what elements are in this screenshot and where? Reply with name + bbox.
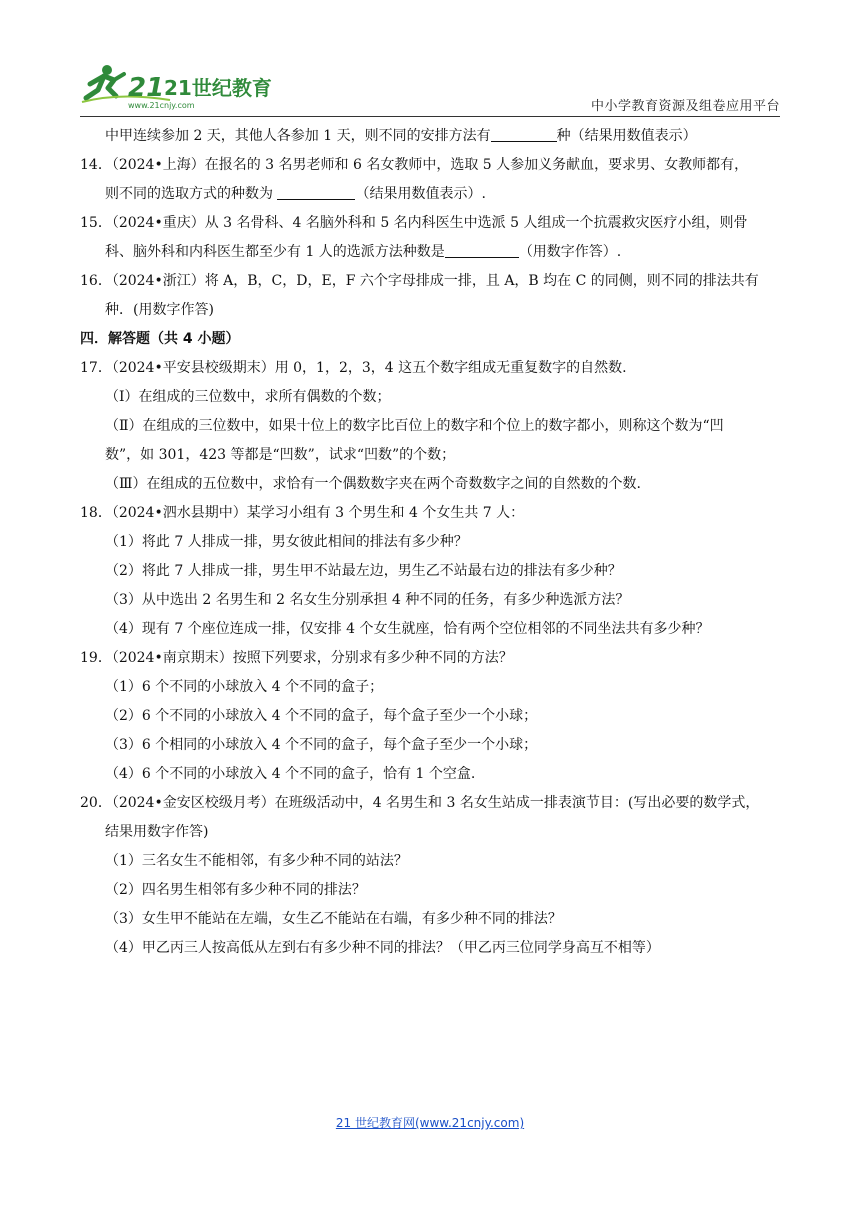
q18-part-1: （1）将此 7 人排成一排，男女彼此相间的排法有多少种？: [105, 534, 468, 550]
answer-blank: [277, 185, 355, 200]
q13-continuation: 中甲连续参加 2 天，其他人各参加 1 天，则不同的安排方法有 种（结果用数值表示）: [105, 128, 697, 144]
page-header: [80, 62, 780, 120]
q15-line-1: 15．（2024•重庆）从 3 名骨科、4 名脑外科和 5 名内科医生中选派 5 人组成一个抗震救灾医疗小组，则骨: [80, 215, 748, 231]
site-logo[interactable]: [80, 62, 280, 112]
section-title: 四．解答题（共 4 小题）: [80, 331, 240, 347]
q17-part-1: （Ⅰ）在组成的三位数中，求所有偶数的个数；: [105, 389, 391, 405]
q18-part-2: （2）将此 7 人排成一排，男生甲不站最左边，男生乙不站最右边的排法有多少种？: [105, 563, 622, 579]
q20-part-1: （1）三名女生不能相邻，有多少种不同的站法？: [105, 853, 408, 869]
q17-stem: 17．（2024•平安县校级期末）用 0，1，2，3，4 这五个数字组成无重复数字的自然数.: [80, 360, 627, 376]
q16-line-2: 种．(用数字作答): [105, 302, 214, 318]
q19-stem: 19．（2024•南京期末）按照下列要求，分别求有多少种不同的方法？: [80, 650, 513, 666]
answer-blank: [445, 243, 519, 258]
q17-part-2-cont: 数”，如 301，423 等都是“凹数”，试求“凹数”的个数；: [105, 447, 456, 463]
q20-part-4: （4）甲乙丙三人按高低从左到右有多少种不同的排法？（甲乙丙三位同学身高互不相等）: [105, 940, 660, 956]
platform-name: 中小学教育资源及组卷应用平台: [590, 99, 780, 114]
q20-stem-cont: 结果用数字作答): [105, 824, 209, 840]
document-body: [80, 122, 790, 963]
header-divider: [80, 116, 780, 117]
q15-line-2: 科、脑外科和内科医生都至少有 1 人的选派方法种数是 （用数字作答）.: [105, 244, 622, 260]
q14-line-1: 14．（2024•上海）在报名的 3 名男老师和 6 名女教师中，选取 5 人参加义务献血，要求男、女教师都有，: [80, 157, 749, 173]
q19-part-3: （3）6 个相同的小球放入 4 个不同的盒子，每个盒子至少一个小球；: [105, 737, 538, 753]
q16-line-1: 16．（2024•浙江）将 A，B，C，D，E，F 六个字母排成一排，且 A，B 均在 C 的同侧，则不同的排法共有: [80, 273, 759, 289]
runner-logo-icon: [80, 62, 280, 112]
q20-part-3: （3）女生甲不能站在左端，女生乙不能站在右端，有多少种不同的排法？: [105, 911, 562, 927]
q18-stem: 18．（2024•泗水县期中）某学习小组有 3 个男生和 4 个女生共 7 人：: [80, 505, 525, 521]
q18-part-4: （4）现有 7 个座位连成一排，仅安排 4 个女生就座，恰有两个空位相邻的不同坐法共有多少种？: [105, 621, 710, 637]
q17-part-2: （Ⅱ）在组成的三位数中，如果十位上的数字比百位上的数字和个位上的数字都小，则称这个数为“凹: [105, 418, 724, 434]
q20-stem: 20．（2024•金安区校级月考）在班级活动中，4 名男生和 3 名女生站成一排表演节目：(写出必要的数学式，: [80, 795, 760, 811]
answer-blank: [491, 127, 557, 142]
q19-part-1: （1）6 个不同的小球放入 4 个不同的盒子；: [105, 679, 384, 695]
q14-line-2: 则不同的选取方式的种数为 （结果用数值表示）.: [105, 186, 486, 202]
page-footer: [0, 1112, 860, 1131]
svg-text:www.21cnjy.com: www.21cnjy.com: [128, 101, 195, 110]
q18-part-3: （3）从中选出 2 名男生和 2 名女生分别承担 4 种不同的任务，有多少种选派方法？: [105, 592, 630, 608]
svg-text:21: 21: [128, 73, 165, 103]
q20-part-2: （2）四名男生相邻有多少种不同的排法？: [105, 882, 366, 898]
footer-link[interactable]: 21 世纪教育网(www.21cnjy.com): [335, 1116, 525, 1130]
q19-part-2: （2）6 个不同的小球放入 4 个不同的盒子，每个盒子至少一个小球；: [105, 708, 538, 724]
q17-part-3: （Ⅲ）在组成的五位数中，求恰有一个偶数数字夹在两个奇数数字之间的自然数的个数.: [105, 476, 641, 492]
q19-part-4: （4）6 个不同的小球放入 4 个不同的盒子，恰有 1 个空盒.: [105, 766, 476, 782]
svg-text:21世纪教育: 21世纪教育: [164, 76, 272, 100]
